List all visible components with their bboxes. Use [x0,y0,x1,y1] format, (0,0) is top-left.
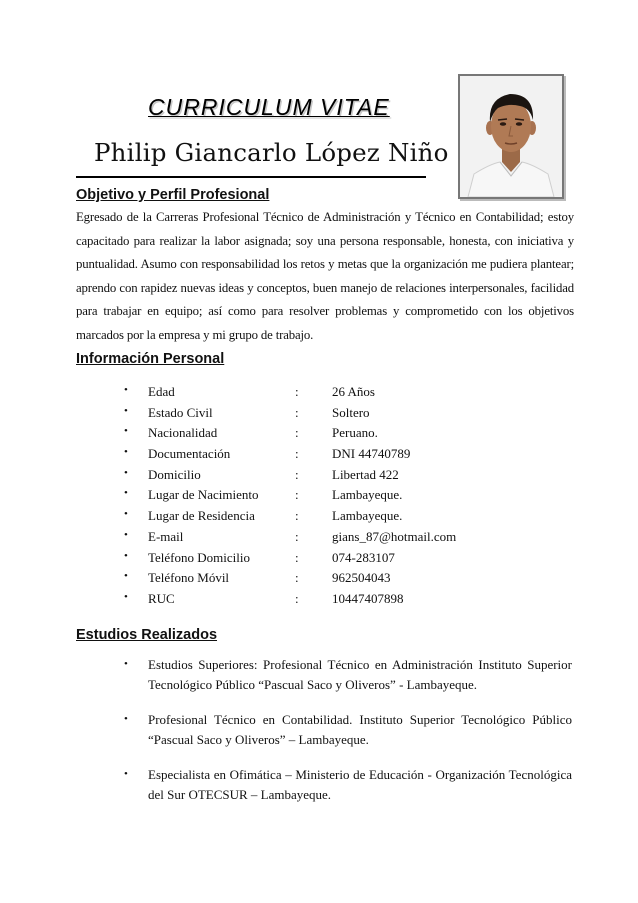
profile-photo [458,74,564,199]
info-separator: : [295,404,299,420]
info-label: Lugar de Residencia [148,508,255,524]
info-value: Soltero [332,404,370,420]
info-label: Estado Civil [148,404,213,420]
studies-list [124,655,572,820]
person-portrait-icon [460,76,562,197]
bullet-icon: • [124,508,128,521]
info-row-home-phone [124,549,544,570]
info-value: Libertad 422 [332,466,399,482]
bullet-icon: • [124,528,128,541]
info-value: 962504043 [332,570,391,586]
info-row-civil-status [124,404,544,425]
cv-title: CURRICULUM VITAE [148,94,390,120]
name-underline [76,176,426,178]
info-separator: : [295,384,299,399]
info-label: Documentación [148,446,231,462]
study-text: Estudios Superiores: Profesional Técnico en Administración Instituto Superior Tecnológico Público “Pascual Saco y Oliveros” - Lambayeque. [148,657,572,692]
info-row-ruc [124,590,544,608]
info-row-address [124,466,544,487]
info-separator: : [295,446,299,462]
bullet-icon: • [124,466,128,479]
bullet-icon: • [124,549,128,562]
info-separator: : [295,549,299,565]
info-value: 074-283107 [332,549,395,565]
info-label: Nacionalidad [148,425,218,441]
study-text: Profesional Técnico en Contabilidad. Instituto Superior Tecnológico Público “Pascual Saco y Oliveros” – Lambayeque. [148,712,572,747]
info-label: E-mail [148,528,184,544]
bullet-icon: • [124,404,128,417]
info-label: Edad [148,384,175,399]
personal-info-heading: Información Personal [76,351,225,367]
bullet-icon: • [124,713,128,725]
study-item [124,655,572,694]
objective-text: Egresado de la Carreras Profesional Técnico de Administración y Técnico en Contabilidad; estoy capacitado para realizar la labor asignada; soy una persona responsable, honesta, con iniciativa y puntualidad. Asumo con responsabilidad los retos y metas que la organización me pudiera plantear; aprendo con rapidez nuevas ideas y conceptos, buen manejo de relaciones interpersonales, facilidad para trabajar en equipo; así como para resolver problemas y comprometido con los objetivos marcados por la empresa y mi grupo de trabajo. [76,210,574,342]
objective-heading: Objetivo y Perfil Profesional [76,187,270,203]
studies-heading: Estudios Realizados [76,627,218,643]
info-row-mobile-phone [124,569,544,590]
info-separator: : [295,590,299,606]
bullet-icon: • [124,768,128,780]
info-value: gians_87@hotmail.com [332,528,457,544]
info-row-residence [124,507,544,528]
info-label: Domicilio [148,466,201,482]
info-row-email [124,528,544,549]
info-row-birthplace [124,486,544,507]
info-label: RUC [148,590,175,606]
info-value: Lambayeque. [332,508,403,524]
bullet-icon: • [124,487,128,500]
info-separator: : [295,487,299,503]
info-separator: : [295,466,299,482]
info-separator: : [295,528,299,544]
info-row-nationality [124,424,544,445]
personal-info-list [124,383,544,608]
info-separator: : [295,570,299,586]
study-item [124,765,572,804]
info-value: DNI 44740789 [332,446,411,462]
bullet-icon: • [124,384,128,396]
info-value: Lambayeque. [332,487,403,503]
info-value: Peruano. [332,425,378,441]
info-label: Lugar de Nacimiento [148,487,259,503]
bullet-icon: • [124,425,128,438]
info-separator: : [295,425,299,441]
info-row-age [124,383,544,404]
study-item [124,710,572,749]
candidate-name: Philip Giancarlo López Niño [94,138,449,167]
bullet-icon: • [124,446,128,459]
info-value: 26 Años [332,384,375,399]
info-separator: : [295,508,299,524]
bullet-icon: • [124,570,128,583]
info-label: Teléfono Domicilio [148,549,250,565]
bullet-icon: • [124,658,128,670]
bullet-icon: • [124,590,128,603]
info-row-document [124,445,544,466]
study-text: Especialista en Ofimática – Ministerio de Educación - Organización Tecnológica del Sur OTECSUR – Lambayeque. [148,767,572,802]
info-label: Teléfono Móvil [148,570,230,586]
info-value: 10447407898 [332,590,404,606]
